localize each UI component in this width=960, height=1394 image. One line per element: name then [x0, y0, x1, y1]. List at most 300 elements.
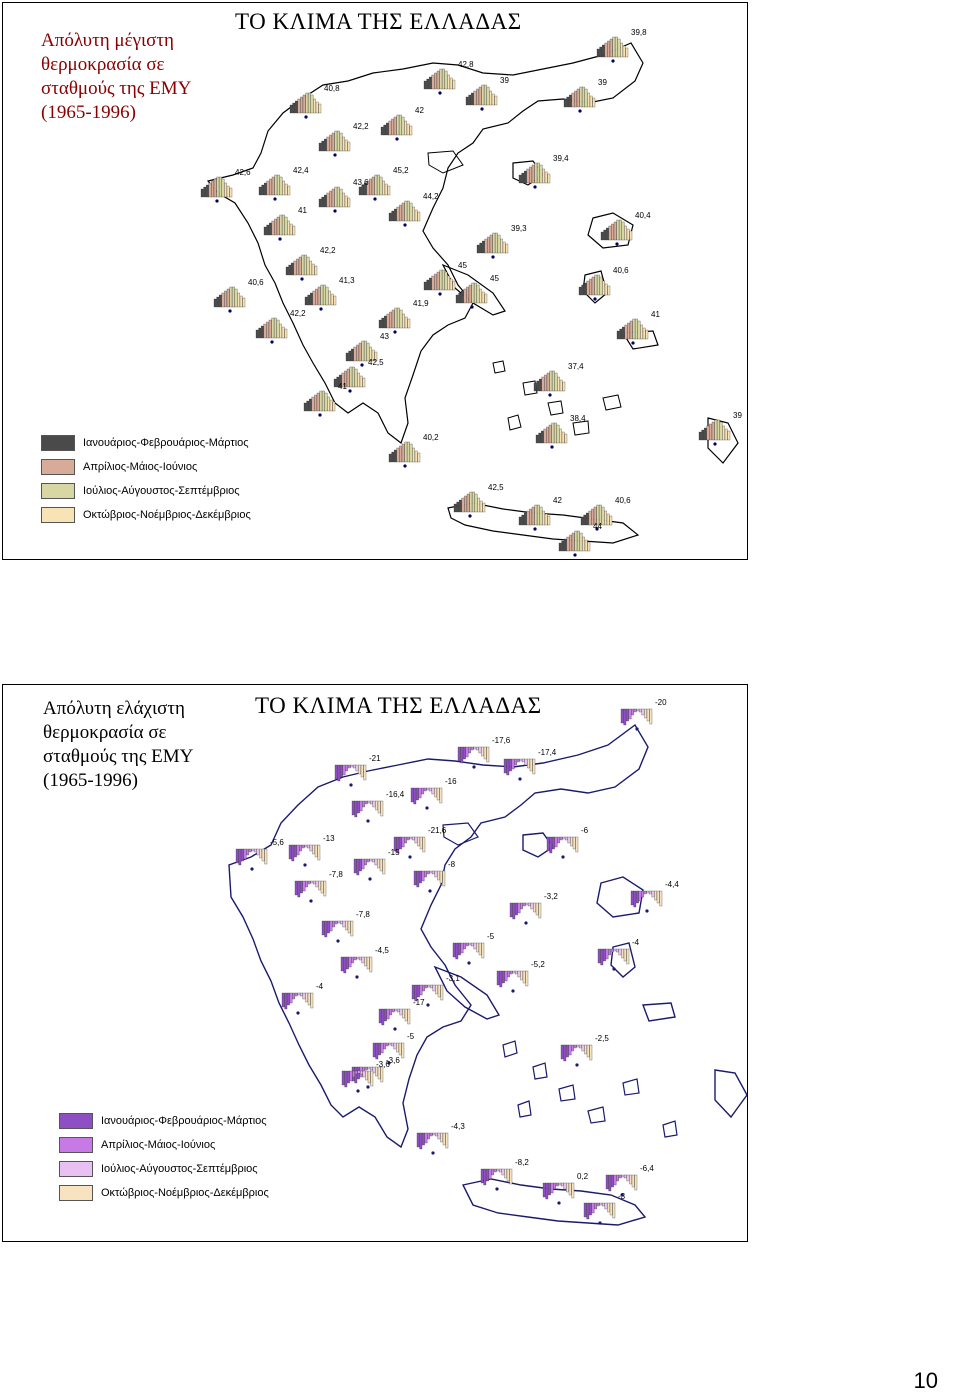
- month-bar: [466, 287, 468, 303]
- month-bar: [402, 117, 404, 135]
- slide-title: ΤΟ ΚΛΙΜΑ ΤΗΣ ΕΛΛΑΔΑΣ: [255, 693, 542, 718]
- month-bar: [610, 39, 612, 57]
- month-bar: [437, 788, 439, 800]
- month-bar: [609, 226, 611, 240]
- month-bar: [709, 424, 711, 440]
- station-value-label: -13: [323, 834, 335, 843]
- month-bar: [569, 1183, 571, 1195]
- month-bar: [318, 881, 320, 890]
- station-value-label: -4: [316, 982, 324, 991]
- month-bar: [326, 287, 328, 305]
- station-dot: [611, 59, 614, 62]
- month-bar: [264, 227, 266, 235]
- station-value-label: 42,4: [293, 166, 309, 175]
- month-bar: [340, 921, 342, 924]
- month-bar: [293, 226, 295, 235]
- month-bar: [518, 903, 520, 913]
- month-bar: [230, 287, 232, 307]
- station-value-label: 42: [553, 496, 562, 505]
- month-bar: [294, 845, 296, 857]
- month-bar: [533, 903, 535, 912]
- month-bar: [598, 949, 600, 963]
- month-bar: [535, 505, 537, 525]
- month-bar: [597, 275, 599, 295]
- month-bar: [614, 1175, 616, 1185]
- month-bar: [300, 881, 302, 893]
- month-bar: [456, 943, 458, 959]
- station-dot: [561, 855, 564, 858]
- month-bar: [513, 971, 515, 973]
- station-value-label: 37,4: [568, 362, 584, 371]
- month-bar: [307, 401, 309, 411]
- month-bar: [332, 189, 334, 207]
- month-bar: [358, 765, 360, 774]
- month-bar: [450, 78, 452, 89]
- month-bar: [466, 747, 468, 757]
- month-bar: [313, 291, 315, 305]
- month-bar: [325, 921, 327, 937]
- month-bar: [434, 73, 436, 89]
- month-bar: [523, 971, 525, 983]
- month-bar: [304, 403, 306, 411]
- month-bar: [495, 233, 497, 253]
- month-bar: [405, 442, 407, 462]
- station-bar-glyph: [341, 957, 372, 979]
- month-bar: [351, 349, 353, 361]
- station-bar-glyph: [389, 201, 420, 227]
- month-bar: [219, 177, 221, 197]
- month-bar: [280, 215, 282, 235]
- month-bar: [269, 320, 271, 338]
- month-bar: [349, 957, 351, 967]
- month-bar: [421, 788, 423, 794]
- station-bar-glyph: [305, 285, 336, 311]
- month-bar: [545, 514, 547, 525]
- month-bar: [564, 539, 566, 551]
- month-bar: [411, 788, 413, 802]
- month-bar: [305, 845, 307, 847]
- month-bar: [360, 376, 362, 387]
- month-bar: [368, 1071, 370, 1083]
- month-bar: [222, 293, 224, 307]
- month-bar: [372, 177, 374, 195]
- month-bar: [361, 765, 363, 777]
- month-bar: [405, 201, 407, 221]
- month-bar: [369, 179, 371, 195]
- month-bar: [602, 507, 604, 525]
- month-bar: [373, 1043, 375, 1057]
- month-bar: [619, 1175, 621, 1178]
- month-bar: [241, 849, 243, 861]
- month-bar: [532, 165, 534, 183]
- month-bar: [343, 765, 345, 775]
- station-dot: [373, 197, 376, 200]
- month-bar: [443, 1133, 445, 1145]
- month-bar: [329, 191, 331, 207]
- month-bar: [545, 172, 547, 183]
- month-bar: [345, 921, 347, 930]
- station-dot: [533, 185, 536, 188]
- month-bar: [351, 765, 353, 767]
- month-bar: [620, 43, 622, 57]
- month-bar: [352, 1071, 354, 1077]
- month-bar: [425, 1133, 427, 1143]
- month-bar: [350, 1071, 352, 1081]
- station-value-label: -21,6: [428, 826, 447, 835]
- month-bar: [544, 429, 546, 443]
- station-value-label: 41: [298, 206, 307, 215]
- month-bar: [282, 215, 284, 235]
- month-bar: [548, 174, 550, 183]
- station-bar-glyph: [424, 270, 455, 296]
- month-bar: [574, 1045, 576, 1048]
- station-value-label: 38,4: [570, 414, 586, 423]
- month-bar: [337, 131, 339, 151]
- month-bar: [600, 277, 602, 295]
- month-bar: [415, 451, 417, 462]
- month-bar: [432, 788, 434, 794]
- month-bar: [412, 837, 414, 840]
- chios-island: [611, 943, 635, 977]
- month-bar: [637, 709, 639, 711]
- month-bar: [381, 127, 383, 135]
- month-bar: [422, 871, 424, 881]
- month-bar: [304, 255, 306, 275]
- month-bar: [348, 765, 350, 768]
- month-bar: [385, 184, 387, 195]
- month-bar: [375, 175, 377, 195]
- month-bar: [299, 845, 301, 851]
- month-bar: [419, 871, 421, 883]
- month-bar: [542, 377, 544, 391]
- month-bar: [722, 426, 724, 440]
- month-bar: [424, 81, 426, 89]
- month-bar: [365, 801, 367, 804]
- month-bar: [348, 198, 350, 207]
- month-bar: [422, 985, 424, 991]
- month-bar: [492, 94, 494, 105]
- month-bar: [322, 141, 324, 151]
- month-bar: [622, 222, 624, 240]
- month-bar: [303, 95, 305, 113]
- month-bar: [345, 1071, 347, 1087]
- month-bar: [259, 328, 261, 338]
- month-bar: [503, 242, 505, 253]
- month-bar: [299, 257, 301, 275]
- month-bar: [387, 1009, 389, 1019]
- month-bar: [506, 244, 508, 253]
- slide-min-temperature: [2, 684, 748, 1242]
- month-bar: [384, 1009, 386, 1021]
- station-dot: [395, 137, 398, 140]
- month-bar: [364, 765, 366, 780]
- month-bar: [424, 788, 426, 791]
- month-bar: [555, 837, 557, 847]
- month-bar: [412, 985, 414, 999]
- month-bar: [539, 433, 541, 443]
- month-bar: [549, 425, 551, 443]
- month-bar: [360, 801, 362, 811]
- month-bar: [386, 1043, 388, 1046]
- station-bar-glyph: [497, 971, 528, 993]
- month-bar: [335, 921, 337, 924]
- month-bar: [624, 709, 626, 725]
- month-bar: [528, 903, 530, 906]
- month-bar: [420, 1133, 422, 1149]
- month-bar: [217, 297, 219, 307]
- legend-max: [41, 431, 251, 527]
- month-bar: [306, 93, 308, 113]
- month-bar: [584, 1203, 586, 1217]
- month-bar: [541, 431, 543, 443]
- month-bar: [643, 328, 645, 339]
- month-bar: [562, 432, 564, 443]
- month-bar: [608, 286, 610, 295]
- month-bar: [332, 133, 334, 151]
- station-dot: [713, 442, 716, 445]
- month-bar: [254, 849, 256, 852]
- month-bar: [627, 323, 629, 339]
- month-bar: [475, 494, 477, 512]
- month-bar: [577, 1045, 579, 1047]
- month-bar: [527, 169, 529, 183]
- month-bar: [289, 265, 291, 275]
- month-bar: [313, 99, 315, 113]
- month-bar: [232, 287, 234, 307]
- month-bar: [627, 229, 629, 240]
- month-bar: [529, 167, 531, 183]
- month-bar: [302, 845, 304, 848]
- month-bar: [507, 1169, 509, 1181]
- month-bar: [315, 266, 317, 275]
- month-bar: [603, 949, 605, 961]
- month-bar: [305, 881, 307, 887]
- legend-swatch: [59, 1137, 93, 1153]
- month-bar: [318, 287, 320, 305]
- station-dot: [333, 209, 336, 212]
- month-bar: [274, 318, 276, 338]
- cyclades-islands: [493, 361, 621, 435]
- month-bar: [402, 837, 404, 847]
- month-bar: [535, 163, 537, 183]
- month-bar: [320, 391, 322, 411]
- month-bar: [479, 289, 481, 303]
- month-bar: [308, 993, 310, 1005]
- station-value-label: -5,2: [531, 960, 545, 969]
- month-bar: [391, 1043, 393, 1046]
- month-bar: [704, 428, 706, 440]
- month-bar: [715, 420, 717, 440]
- month-bar: [471, 93, 473, 105]
- station-value-label: -5,6: [270, 838, 284, 847]
- month-bar: [333, 402, 335, 411]
- month-bar: [654, 891, 656, 900]
- station-dot: [438, 91, 441, 94]
- month-bar: [616, 1175, 618, 1181]
- month-bar: [605, 284, 607, 295]
- month-bar: [357, 957, 359, 959]
- station-bar-glyph: [561, 1045, 592, 1067]
- month-bar: [370, 859, 372, 861]
- month-bar: [204, 187, 206, 197]
- month-bar: [243, 298, 245, 307]
- month-bar: [269, 223, 271, 235]
- month-bar: [504, 759, 506, 773]
- caption-min-temperature: Απόλυτη ελάχιστη θερμοκρασία σε σταθμούς της ΕΜΥ (1965-1996): [43, 698, 193, 791]
- station-dot: [645, 909, 648, 912]
- month-bar: [310, 845, 312, 851]
- month-bar: [613, 37, 615, 57]
- month-bar: [368, 801, 370, 803]
- month-bar: [356, 345, 358, 361]
- legend-item-q1: [41, 431, 251, 455]
- month-bar: [352, 801, 354, 815]
- month-bar: [461, 943, 463, 953]
- month-bar: [554, 423, 556, 443]
- month-bar: [239, 849, 241, 865]
- station-bar-glyph: [411, 788, 442, 810]
- month-bar: [464, 496, 466, 512]
- month-bar: [486, 1169, 488, 1181]
- month-bar: [474, 91, 476, 105]
- month-bar: [548, 516, 550, 525]
- month-bar: [368, 1067, 370, 1069]
- month-bar: [319, 199, 321, 207]
- month-bar: [630, 231, 632, 240]
- month-bar: [359, 187, 361, 195]
- month-bar: [438, 1133, 440, 1139]
- month-bar: [441, 985, 443, 1000]
- month-bar: [619, 220, 621, 240]
- month-bar: [353, 765, 355, 768]
- station-dot: [270, 340, 273, 343]
- station-bar-glyph: [504, 759, 535, 781]
- month-bar: [556, 1183, 558, 1186]
- month-bar: [427, 280, 429, 290]
- station-value-label: -6: [581, 826, 589, 835]
- month-bar: [367, 859, 369, 862]
- legend-label: Απρίλιος-Μάιος-Ιούνιος: [83, 461, 198, 473]
- month-bar: [572, 93, 574, 107]
- month-bar: [359, 957, 361, 960]
- month-bar: [634, 891, 636, 907]
- month-bar: [597, 1203, 599, 1206]
- month-bar: [265, 849, 267, 864]
- month-bar: [484, 747, 486, 759]
- station-bar-glyph: [543, 1183, 574, 1205]
- month-bar: [370, 1067, 372, 1070]
- month-bar: [593, 98, 595, 107]
- month-bar: [474, 283, 476, 303]
- month-bar: [567, 537, 569, 551]
- month-bar: [546, 1183, 548, 1199]
- station-dot: [296, 1011, 299, 1014]
- station-value-label: 40,2: [423, 433, 439, 442]
- station-dot: [612, 967, 615, 970]
- month-bar: [396, 1043, 398, 1052]
- month-bar: [351, 957, 353, 963]
- month-bar: [397, 207, 399, 221]
- month-bar: [377, 859, 379, 868]
- station-value-label: -15: [388, 848, 400, 857]
- month-bar: [620, 329, 622, 339]
- month-bar: [466, 97, 468, 105]
- month-bar: [432, 871, 434, 874]
- station-value-label: -20: [655, 698, 667, 707]
- month-bar: [376, 1043, 378, 1059]
- legend-item-q1: [59, 1109, 269, 1133]
- station-value-label: -4,5: [375, 946, 389, 955]
- month-bar: [712, 422, 714, 440]
- month-bar: [606, 1175, 608, 1189]
- station-dot: [428, 889, 431, 892]
- legend-swatch: [59, 1113, 93, 1129]
- month-bar: [389, 1043, 391, 1045]
- month-bar: [211, 181, 213, 197]
- month-bar: [577, 89, 579, 107]
- station-bar-glyph: [236, 849, 267, 871]
- month-bar: [590, 96, 592, 107]
- legend-swatch: [41, 507, 75, 523]
- station-bar-glyph: [519, 505, 550, 531]
- month-bar: [354, 859, 356, 873]
- month-bar: [602, 1203, 604, 1206]
- month-bar: [402, 1009, 404, 1018]
- month-bar: [259, 187, 261, 195]
- station-dot: [557, 1201, 560, 1204]
- station-value-label: -17,6: [492, 736, 511, 745]
- month-bar: [362, 801, 364, 807]
- month-bar: [513, 903, 515, 919]
- station-dot: [575, 1063, 578, 1066]
- month-bar: [453, 281, 455, 290]
- station-value-label: 42,2: [290, 309, 306, 318]
- month-bar: [510, 1169, 512, 1184]
- station-value-label: 42,6: [235, 168, 251, 177]
- month-bar: [615, 37, 617, 57]
- month-bar: [219, 295, 221, 307]
- station-bar-glyph: [477, 233, 508, 259]
- month-bar: [408, 1009, 410, 1024]
- month-bar: [495, 96, 497, 105]
- month-bar: [312, 397, 314, 411]
- month-bar: [357, 801, 359, 813]
- month-bar: [552, 423, 554, 443]
- month-bar: [626, 709, 628, 721]
- month-bar: [601, 949, 603, 965]
- month-bar: [319, 104, 321, 113]
- month-bar: [417, 837, 419, 846]
- month-bar: [360, 1071, 362, 1074]
- month-bar: [303, 881, 305, 891]
- month-bar: [507, 971, 509, 977]
- month-bar: [522, 759, 524, 762]
- station-bar-glyph: [290, 93, 321, 119]
- station-bar-glyph: [617, 319, 648, 345]
- month-bar: [634, 709, 636, 712]
- month-bar: [389, 1009, 391, 1015]
- month-bar: [447, 75, 449, 89]
- station-value-label: 39: [500, 76, 509, 85]
- station-value-label: 45,2: [393, 166, 409, 175]
- station-dot: [524, 921, 527, 924]
- month-bar: [389, 121, 391, 135]
- legend-swatch: [59, 1185, 93, 1201]
- month-bar: [311, 95, 313, 113]
- month-bar: [206, 185, 208, 197]
- month-bar: [519, 517, 521, 525]
- month-bar: [481, 1169, 483, 1183]
